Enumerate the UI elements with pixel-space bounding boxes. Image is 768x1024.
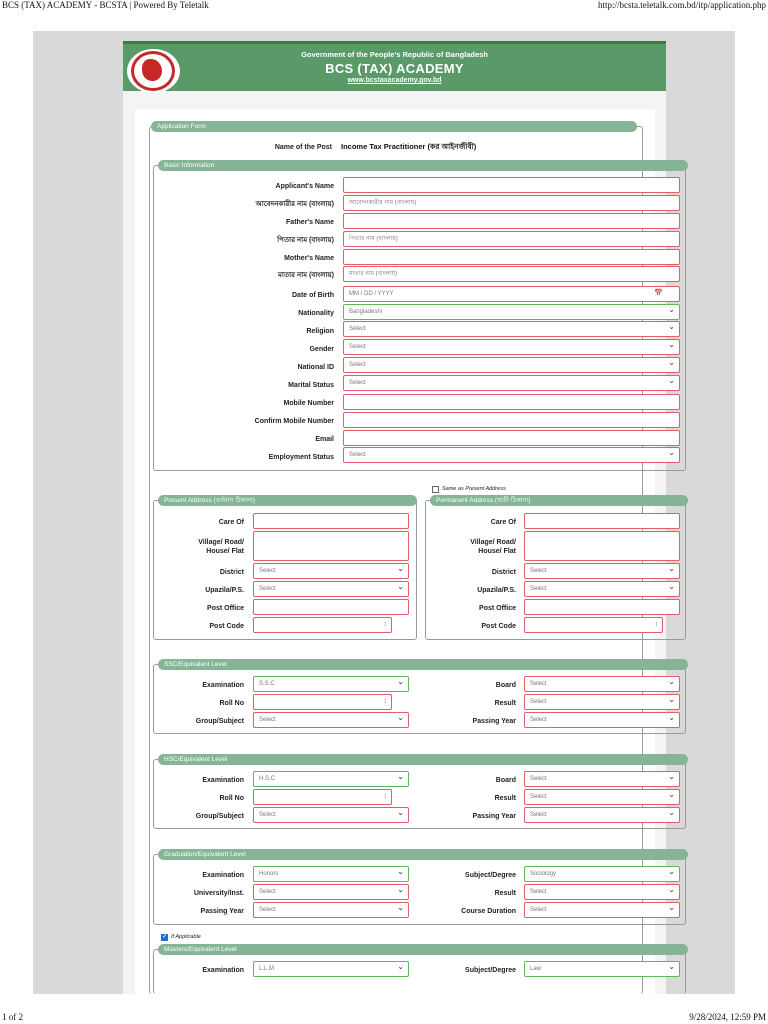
masters-legend: Masters/Equivalent Level [158,944,688,955]
nationality-label: Nationality [298,310,334,317]
applicant-name-label: Applicant's Name [275,183,334,190]
mobile-label: Mobile Number [283,400,334,407]
post-label: Name of the Post [274,144,332,151]
permanent-care-of-input[interactable] [524,513,680,529]
father-name-label: Father's Name [286,219,334,226]
permanent-post-office-input[interactable] [524,599,680,615]
permanent-upazila-select[interactable]: Select ⌄ [524,581,680,597]
email-label: Email [315,436,334,443]
hsc-roll-label: Roll No [219,795,244,802]
ssc-exam-label: Examination [202,682,244,689]
gender-label: Gender [309,346,334,353]
applicant-name-input[interactable] [343,177,680,193]
permanent-address-legend: Permanent Address (স্থায়ী ঠিকানা) [430,495,688,506]
permanent-district-label: District [491,569,516,576]
grad-legend: Graduation/Equivalent Level [158,849,688,860]
grad-result-select[interactable]: Select ⌄ [524,884,680,900]
ssc-result-label: Result [494,700,516,707]
ssc-group-select[interactable]: Select ⌄ [253,712,409,728]
ssc-roll-input[interactable] [253,694,392,710]
grad-duration-select[interactable]: Select ⌄ [524,902,680,918]
grad-subject-select[interactable]: Sociology ⌄ [524,866,680,882]
print-datetime: 9/28/2024, 12:59 PM [689,1012,766,1022]
applicant-name-bn-label: আবেদনকারীর নাম (বাংলায়) [255,201,334,208]
ssc-passing-label: Passing Year [472,718,516,725]
mobile-input[interactable] [343,394,680,410]
print-header [0,0,768,12]
applicant-name-bn-input[interactable]: আবেদনকারীর নাম (বাংলায়) [343,195,680,211]
permanent-post-code-input[interactable] [524,617,663,633]
father-name-input[interactable] [343,213,680,229]
religion-select[interactable]: Select ⌄ [343,321,680,337]
application-form-legend: Application Form [151,121,637,132]
present-village-input[interactable] [253,531,409,561]
present-upazila-select[interactable]: Select ⌄ [253,581,409,597]
permanent-upazila-label: Upazila/P.S. [477,587,516,594]
present-village-label-2: House/ Flat [206,548,244,555]
marital-label: Marital Status [288,382,334,389]
masters-subject-select[interactable]: Law ⌄ [524,961,680,977]
grad-duration-label: Course Duration [461,908,516,915]
nid-select[interactable]: Select ⌄ [343,357,680,373]
grad-exam-label: Examination [202,872,244,879]
nationality-select[interactable]: Bangladeshi ⌄ [343,304,680,320]
print-footer [0,1010,768,1024]
header-banner [123,41,666,91]
present-post-code-input[interactable] [253,617,392,633]
hsc-board-label: Board [495,777,516,784]
permanent-district-select[interactable]: Select ⌄ [524,563,680,579]
permanent-village-label-2: House/ Flat [478,548,516,555]
gender-select[interactable]: Select ⌄ [343,339,680,355]
father-name-bn-input[interactable]: পিতার নাম (বাংলায়) [343,231,680,247]
if-applicable-label: If Applicable [171,934,201,940]
hsc-group-select[interactable]: Select ⌄ [253,807,409,823]
masters-exam-label: Examination [202,967,244,974]
ssc-legend: SSC/Equivalent Level [158,659,688,670]
grad-subject-label: Subject/Degree [465,872,516,879]
hsc-exam-label: Examination [202,777,244,784]
dob-placeholder: MM / DD / YYYY [349,291,394,297]
present-village-label-1: Village/ Road/ [198,539,244,546]
mother-name-bn-input[interactable]: মাতার নাম (বাংলায়) [343,266,680,282]
ssc-board-label: Board [495,682,516,689]
confirm-mobile-label: Confirm Mobile Number [254,418,334,425]
ssc-board-select[interactable]: Select ⌄ [524,676,680,692]
calendar-icon[interactable]: 📅 [654,290,663,297]
grad-university-select[interactable]: Select ⌄ [253,884,409,900]
dob-label: Date of Birth [292,292,334,299]
ssc-passing-select[interactable]: Select ⌄ [524,712,680,728]
permanent-care-of-label: Care Of [490,519,516,526]
marital-select[interactable]: Select ⌄ [343,375,680,391]
grad-passing-label: Passing Year [200,908,244,915]
father-name-bn-label: পিতার নাম (বাংলায়) [277,237,334,244]
basic-info-legend: Basic Information [158,160,688,171]
print-title: BCS (TAX) ACADEMY - BCSTA | Powered By Teletalk [2,0,209,10]
hsc-passing-select[interactable]: Select ⌄ [524,807,680,823]
nid-label: National ID [297,364,334,371]
employment-label: Employment Status [268,454,334,461]
employment-select[interactable]: Select ⌄ [343,447,680,463]
dob-input[interactable] [343,286,680,302]
mother-name-label: Mother's Name [284,255,334,262]
masters-subject-label: Subject/Degree [465,967,516,974]
same-as-present-label: Same as Present Address [442,486,506,492]
academy-title: BCS (TAX) ACADEMY [325,61,464,76]
hsc-passing-label: Passing Year [472,813,516,820]
permanent-village-label-1: Village/ Road/ [470,539,516,546]
mother-name-input[interactable] [343,249,680,265]
present-care-of-input[interactable] [253,513,409,529]
permanent-post-office-label: Post Office [479,605,516,612]
ssc-roll-label: Roll No [219,700,244,707]
hsc-board-select[interactable]: Select ⌄ [524,771,680,787]
ssc-result-select[interactable]: Select ⌄ [524,694,680,710]
print-url: http://bcsta.teletalk.com.bd/itp/application.php [598,0,766,10]
present-district-select[interactable]: Select ⌄ [253,563,409,579]
hsc-result-label: Result [494,795,516,802]
same-as-present-checkbox[interactable] [432,486,439,493]
present-address-legend: Present Address (বর্তমান ঠিকানা) [158,495,417,506]
government-title: Government of the People's Republic of Bangladesh [301,50,488,59]
website-link[interactable]: www.bcstaxacademy.gov.bd [347,77,442,84]
religion-label: Religion [306,328,334,335]
hsc-group-label: Group/Subject [195,813,244,820]
grad-university-label: University/Inst. [193,890,244,897]
hsc-roll-input[interactable] [253,789,392,805]
present-care-of-label: Care Of [218,519,244,526]
present-upazila-label: Upazila/P.S. [205,587,244,594]
grad-result-label: Result [494,890,516,897]
hsc-legend: HSC/Equivalent Level [158,754,688,765]
permanent-post-code-label: Post Code [481,623,516,630]
hsc-exam-select[interactable]: H.S.C ⌄ [253,771,409,787]
masters-exam-select[interactable]: L.L.M ⌄ [253,961,409,977]
page-count: 1 of 2 [2,1012,23,1022]
ssc-group-label: Group/Subject [195,718,244,725]
mother-name-bn-label: মাতার নাম (বাংলায়) [277,272,334,279]
email-input[interactable] [343,430,680,446]
confirm-mobile-input[interactable] [343,412,680,428]
grad-passing-select[interactable]: Select ⌄ [253,902,409,918]
ssc-exam-select[interactable]: S.S.C ⌄ [253,676,409,692]
present-district-label: District [219,569,244,576]
permanent-village-input[interactable] [524,531,680,561]
present-post-office-input[interactable] [253,599,409,615]
grad-exam-select[interactable]: Honors ⌄ [253,866,409,882]
post-value: Income Tax Practitioner (কর আইনজীবী) [341,142,477,151]
hsc-result-select[interactable]: Select ⌄ [524,789,680,805]
present-post-code-label: Post Code [209,623,244,630]
present-post-office-label: Post Office [207,605,244,612]
if-applicable-checkbox[interactable] [161,934,168,941]
